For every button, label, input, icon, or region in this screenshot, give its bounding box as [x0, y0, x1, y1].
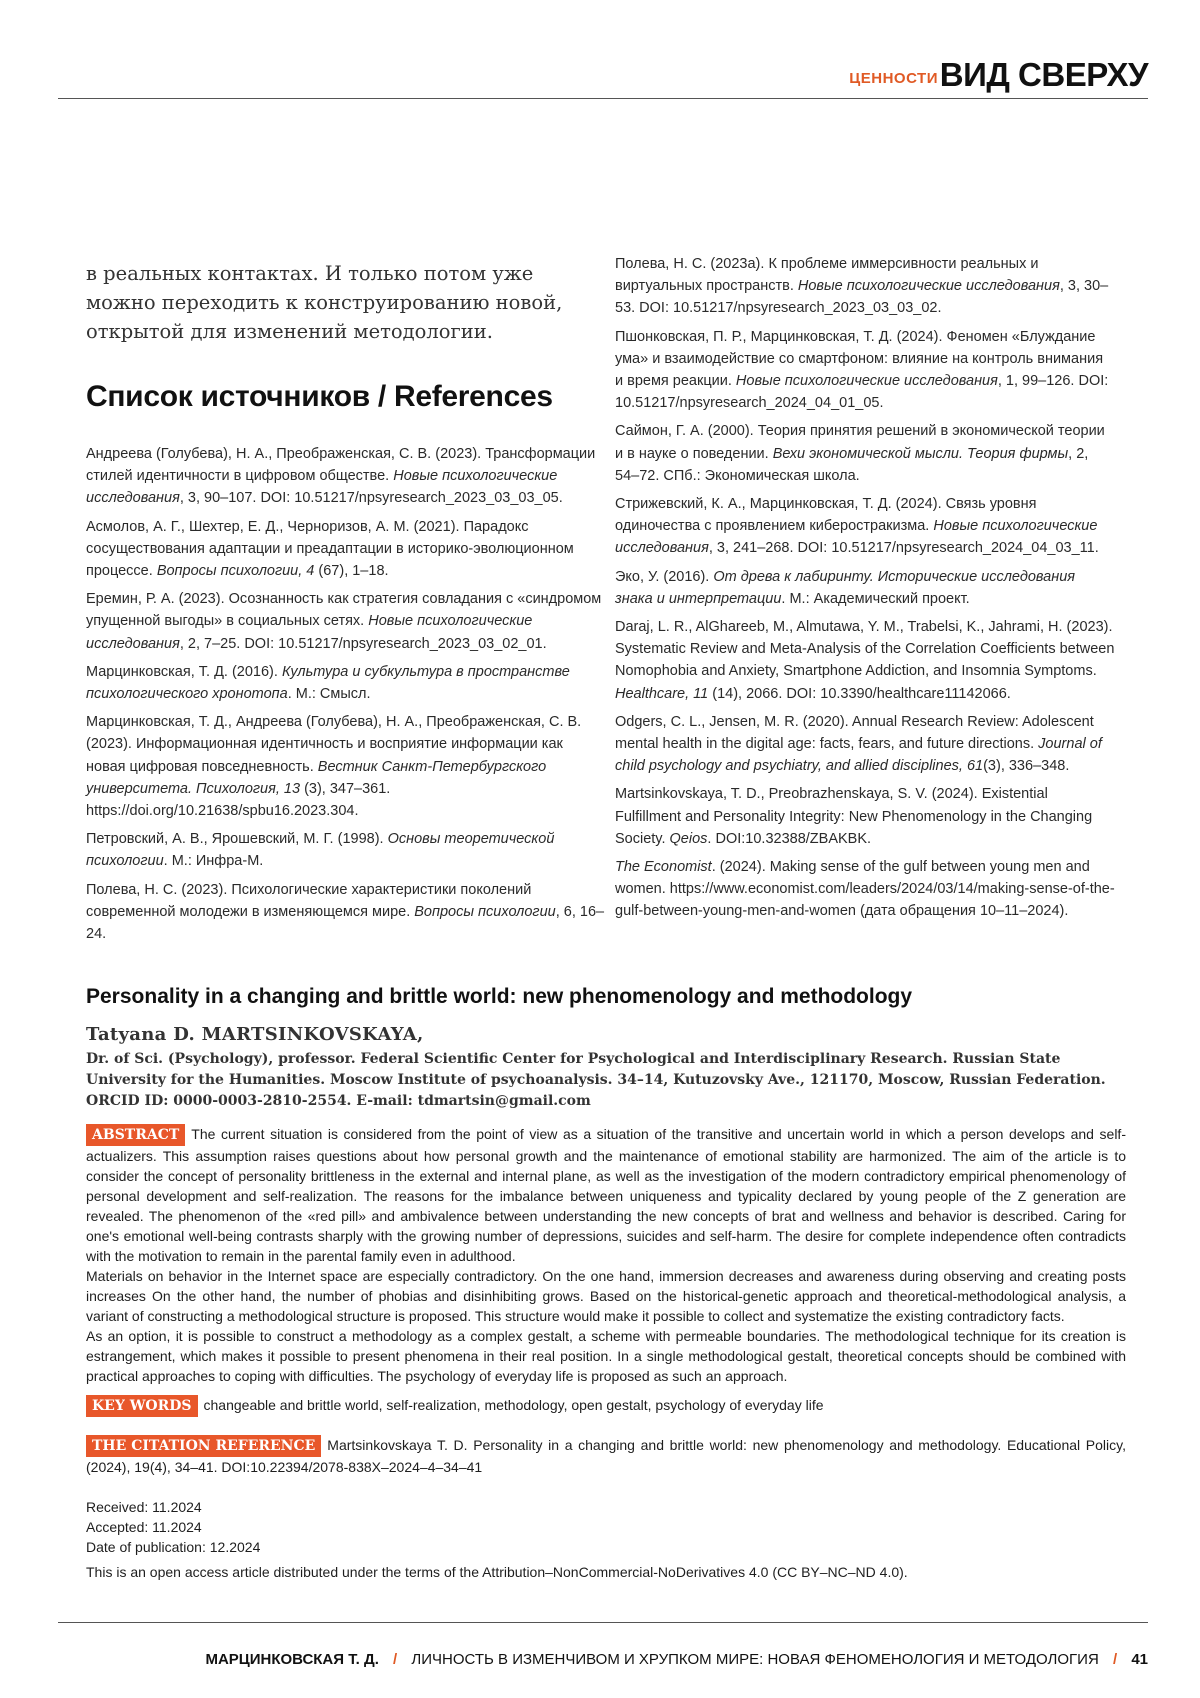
page-number: 41	[1131, 1651, 1148, 1668]
reference-text: Марцинковская, Т. Д. (2016).	[86, 664, 282, 680]
author-affiliation: Dr. of Sci. (Psychology), professor. Federal Scientific Center for Psychological and Interdisciplinary Research. Russian State University for the Humanities. Moscow Institute of psychoanalysis. 34–14, Kutuzovsky Ave., 121170, Moscow, Russian Federation. ORCID ID: 0000-0003-2810-2554. E-mail: tdmartsin@gmail.com	[86, 1049, 1126, 1112]
citation-block	[86, 1435, 1126, 1477]
reference-item	[86, 443, 606, 510]
reference-text: Daraj, L. R., AlGhareeb, M., Almutawa, Y. M., Trabelsi, K., Jahrami, H. (2023). Systematic Review and Meta-Analysis of the Correlation Coefficients between Nomophobia and Anxiety, Smartphone Addiction, and Insomnia Symptoms.	[615, 619, 1114, 679]
reference-details: . М.: Смысл.	[288, 686, 371, 702]
reference-source: Новые психологические исследования	[86, 613, 532, 651]
reference-text: Odgers, C. L., Jensen, M. R. (2020). Annual Research Review: Adolescent mental health in the digital age: facts, fears, and future directions.	[615, 714, 1094, 752]
reference-details: , 3, 90–107. DOI: 10.51217/npsyresearch_2023_03_03_05.	[180, 490, 563, 506]
reference-details: , 1, 99–126. DOI: 10.51217/npsyresearch_2024_04_01_05.	[615, 373, 1108, 411]
reference-item	[615, 493, 1115, 560]
references-right-column	[615, 253, 1115, 929]
references-left-column	[86, 443, 606, 951]
reference-text: Полева, Н. С. (2023а). К проблеме иммерсивности реальных и виртуальных пространств.	[615, 256, 1038, 294]
reference-source: The Economist	[615, 859, 712, 875]
reference-source: Вопросы психологии	[414, 904, 555, 920]
author-name: Tatyana D. MARTSINKOVSKAYA,	[86, 1024, 424, 1045]
reference-item	[615, 783, 1115, 850]
reference-item	[86, 661, 606, 705]
reference-source: Культура и субкультура в пространстве психологического хронотопа	[86, 664, 570, 702]
publication-dates	[86, 1497, 260, 1557]
reference-text: Асмолов, А. Г., Шехтер, Е. Д., Черноризов, А. М. (2021). Парадокс сосуществования адаптации и преадаптации в историко-эволюционном процессе.	[86, 519, 574, 579]
reference-source: Вопросы психологии, 4	[157, 563, 315, 579]
reference-item	[615, 253, 1115, 320]
reference-text: Полева, Н. С. (2023). Психологические характеристики поколений современной молодежи в изменяющемся мире.	[86, 882, 531, 920]
reference-text: Стрижевский, К. А., Марцинковская, Т. Д. (2024). Связь уровня одиночества с проявлением киберостракизма.	[615, 496, 1037, 534]
keywords-block	[86, 1395, 1126, 1417]
reference-item	[86, 516, 606, 583]
page-header	[58, 54, 1148, 99]
reference-details: , 6, 16–24.	[86, 904, 604, 942]
reference-details: , 2, 7–25. DOI: 10.51217/npsyresearch_2023_03_02_01.	[180, 636, 547, 652]
reference-item	[615, 616, 1115, 705]
reference-item	[615, 856, 1115, 923]
footer-author: МАРЦИНКОВСКАЯ Т. Д.	[205, 1651, 378, 1668]
reference-source: Вехи экономической мысли. Теория фирмы	[773, 446, 1068, 462]
footer-article-title: ЛИЧНОСТЬ В ИЗМЕНЧИВОМ И ХРУПКОМ МИРЕ: НОВАЯ ФЕНОМЕНОЛОГИЯ И МЕТОДОЛОГИЯ	[411, 1651, 1098, 1668]
reference-item	[615, 326, 1115, 415]
reference-item	[86, 828, 606, 872]
reference-source: Новые психологические исследования	[736, 373, 998, 389]
reference-item	[86, 711, 606, 822]
reference-source: Основы теоретической психологии	[86, 831, 554, 869]
keywords-text: changeable and brittle world, self-realization, methodology, open gestalt, psychology of everyday life	[204, 1397, 824, 1413]
reference-details: . (2024). Making sense of the gulf between young men and women. https://www.economist.com/leaders/2024/03/14/making-sense-of-the-gulf-between-young-men-and-women (дата обращения 10–11–2024).	[615, 859, 1115, 919]
abstract-paragraph-1: The current situation is considered from the point of view as a situation of the transitive and uncertain world in which a person develops and self-actualizers. This assumption raises questions about how personal growth and the maintenance of emotional stability are harmonized. The aim of the article is to consider the concept of personality brittleness in the external and internal plane, as well as the investigation of the modern contradictory empirical phenomenology of personal development and self-realization. The reasons for the imbalance between uniqueness and typicality declared by young people of the Z generation are revealed. The phenomenon of the «red pill» and ambivalence between understanding the new concepts of brat and wellness and behavior is described. Caring for one's emotional well-being contrasts sharply with the growing number of depressions, suicides and self-harm. The desire for complete independence often contradicts with the motivation to remain in the parental family even in adulthood.	[86, 1126, 1126, 1264]
reference-source: Qeios	[670, 831, 708, 847]
reference-source: Новые психологические исследования	[798, 278, 1060, 294]
reference-source: Healthcare, 11	[615, 686, 708, 702]
reference-item	[86, 879, 606, 946]
reference-details: , 3, 241–268. DOI: 10.51217/npsyresearch_2024_04_03_11.	[709, 540, 1099, 556]
reference-details: , 3, 30–53. DOI: 10.51217/npsyresearch_2023_03_03_02.	[615, 278, 1108, 316]
reference-item	[86, 588, 606, 655]
footer-separator: /	[393, 1651, 397, 1668]
magazine-section-title: ВИД СВЕРХУ	[940, 56, 1148, 94]
reference-source: Journal of child psychology and psychiatry, and allied disciplines, 61	[615, 736, 1102, 774]
reference-text: Martsinkovskaya, T. D., Preobrazhenskaya, S. V. (2024). Existential Fulfillment and Personality Integrity: New Phenomenology in the Changing Society.	[615, 786, 1092, 846]
footer-separator: /	[1113, 1651, 1117, 1668]
reference-text: Саймон, Г. А. (2000). Теория принятия решений в экономической теории и в науке о поведении.	[615, 423, 1105, 461]
citation-label: THE CITATION REFERENCE	[86, 1435, 321, 1457]
reference-item	[615, 420, 1115, 487]
abstract-paragraph-2: Materials on behavior in the Internet space are especially contradictory. On the one hand, immersion decreases and awareness during observing and creating posts increases On the other hand, the number of phobias and disinhibiting grows. Based on the historical-genetic approach and theoretical-methodological analysis, a variant of constructing a methodological structure is proposed. This structure would make it possible to collect and systematize the existing contradictory facts.	[86, 1266, 1126, 1326]
reference-text: Еремин, Р. А. (2023). Осознанность как стратегия совладания с «синдромом упущенной выгоды» в социальных сетях.	[86, 591, 601, 629]
reference-details: (14), 2066. DOI: 10.3390/healthcare11142066.	[708, 686, 1011, 702]
reference-source: Вестник Санкт-Петербургского университета. Психология, 13	[86, 759, 546, 797]
reference-source: От древа к лабиринту. Исторические исследования знака и интерпретации	[615, 569, 1075, 607]
abstract-label: ABSTRACT	[86, 1124, 185, 1146]
keywords-label: KEY WORDS	[86, 1395, 198, 1417]
reference-text: Эко, У. (2016).	[615, 569, 713, 585]
reference-details: . М.: Академический проект.	[781, 591, 969, 607]
reference-source: Новые психологические исследования	[615, 518, 1097, 556]
reference-text: Петровский, А. В., Ярошевский, М. Г. (1998).	[86, 831, 388, 847]
abstract-block	[86, 1124, 1126, 1386]
intro-paragraph: в реальных контактах. И только потом уже можно переходить к конструированию новой, открытой для изменений методологии.	[86, 259, 586, 346]
section-label: ЦЕННОСТИ	[849, 70, 938, 87]
reference-details: . DOI:10.32388/ZBAKBK.	[707, 831, 871, 847]
reference-text: Пшонковская, П. Р., Марцинковская, Т. Д. (2024). Феномен «Блуждание ума» и взаимодействие со смартфоном: влияние на контроль внимания и время реакции.	[615, 329, 1103, 389]
reference-item	[615, 711, 1115, 778]
received-date: Received: 11.2024	[86, 1497, 260, 1517]
abstract-paragraph-3: As an option, it is possible to construct a methodology as a complex gestalt, a scheme with permeable boundaries. The methodological technique for its creation is estrangement, which makes it possible to present phenomena in their real position. In a single methodological gestalt, theoretical concepts should be combined with practical approaches to coping with difficulties. The psychology of everyday life is proposed as such an approach.	[86, 1326, 1126, 1386]
reference-details: , 2, 54–72. СПб.: Экономическая школа.	[615, 446, 1088, 484]
references-heading: Список источников / References	[86, 380, 553, 414]
reference-details: (3), 347–361. https://doi.org/10.21638/spbu16.2023.304.	[86, 781, 390, 819]
reference-details: (3), 336–348.	[983, 758, 1069, 774]
page-footer	[58, 1622, 1148, 1698]
reference-details: . М.: Инфра-М.	[164, 853, 264, 869]
reference-details: (67), 1–18.	[314, 563, 388, 579]
reference-text: Андреева (Голубева), Н. А., Преображенская, С. В. (2023). Трансформации стилей идентичности в цифровом обществе.	[86, 446, 595, 484]
accepted-date: Accepted: 11.2024	[86, 1517, 260, 1537]
english-article-title: Personality in a changing and brittle world: new phenomenology and methodology	[86, 985, 912, 1009]
reference-text: Марцинковская, Т. Д., Андреева (Голубева), Н. А., Преображенская, С. В. (2023). Информационная идентичность и восприятие информации как новая цифровая повседневность.	[86, 714, 581, 774]
publication-date: Date of publication: 12.2024	[86, 1537, 260, 1557]
reference-item	[615, 566, 1115, 610]
license-note: This is an open access article distributed under the terms of the Attribution–NonCommercial-NoDerivatives 4.0 (CC BY–NC–ND 4.0).	[86, 1564, 908, 1580]
reference-source: Новые психологические исследования	[86, 468, 557, 506]
citation-text: Martsinkovskaya T. D. Personality in a changing and brittle world: new phenomenology and methodology. Educational Policy, (2024), 19(4), 34–41. DOI:10.22394/2078-838X–2024–4–34–41	[86, 1437, 1126, 1475]
